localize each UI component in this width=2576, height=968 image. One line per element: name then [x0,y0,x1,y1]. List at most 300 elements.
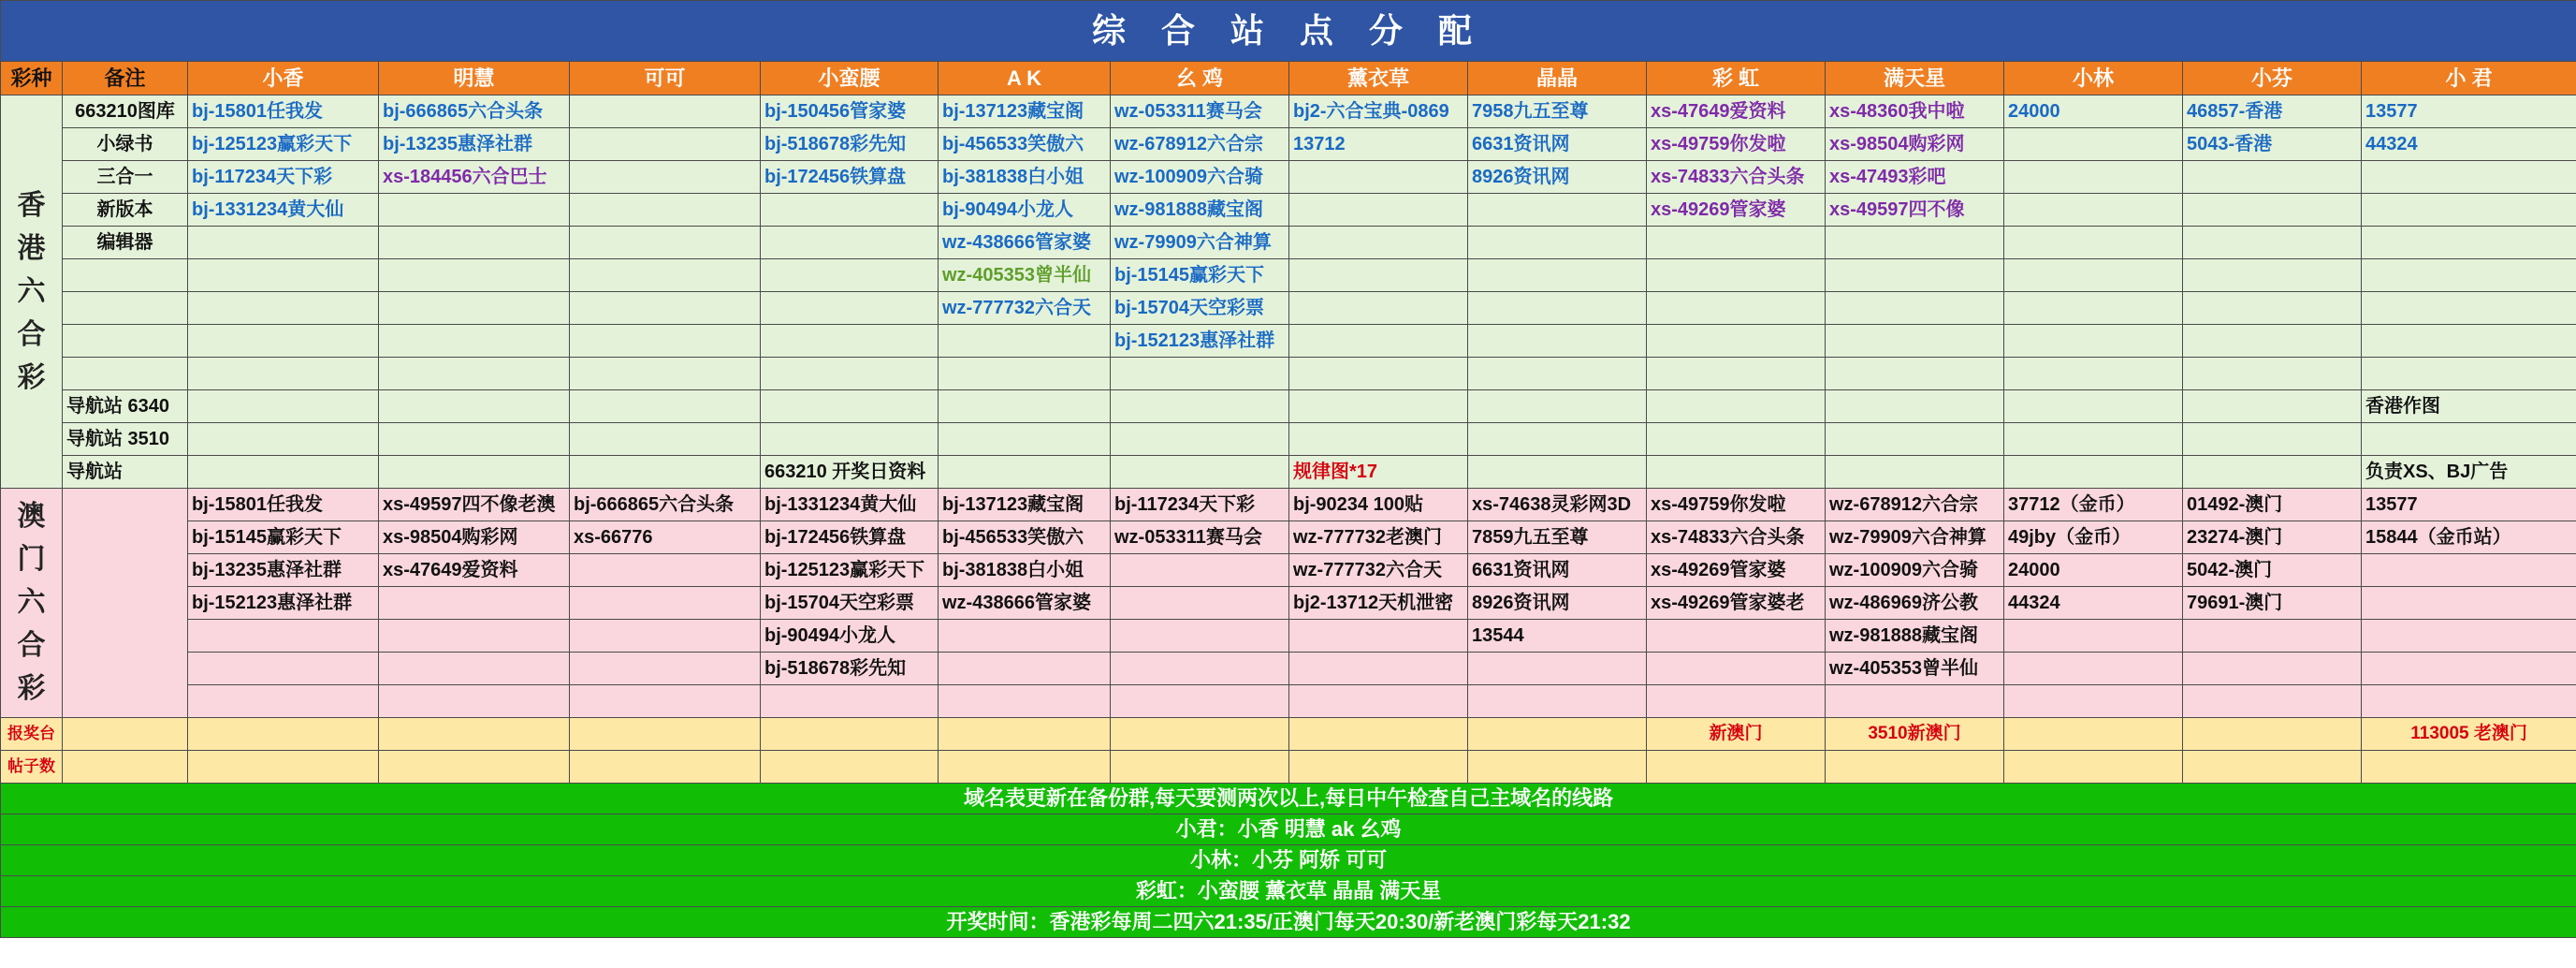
stats-value-cell [939,718,1111,751]
hk-site-cell: bj-117234天下彩 [188,161,379,194]
hk-site-cell [939,423,1111,456]
hk-site-cell [1647,292,1826,325]
macau-site-cell [2362,653,2576,685]
hk-site-cell [1468,390,1647,423]
hk-site-cell [1289,259,1468,292]
hk-site-cell [939,390,1111,423]
footer-row [1,876,2576,907]
hk-table-row [1,259,2576,292]
hk-site-cell [188,456,379,489]
hk-note-cell [63,259,188,292]
stats-value-cell [1826,751,2004,784]
hk-table-row [1,161,2576,194]
stats-value-cell: 113005 老澳门 [2362,718,2576,751]
hk-table-row [1,227,2576,259]
footer-note: 小君：小香 明慧 ak 幺鸡 [1,814,2576,845]
stats-value-cell [1289,718,1468,751]
macau-site-cell [188,620,379,653]
macau-site-cell [1468,685,1647,718]
stats-value-cell [379,751,570,784]
footer-row [1,907,2576,938]
hk-site-cell [2004,194,2183,227]
macau-site-cell: xs-49759你发啦 [1647,489,1826,521]
macau-site-cell [1468,653,1647,685]
hk-site-cell [761,358,939,390]
column-header: 满天星 [1826,62,2004,95]
hk-site-cell [570,194,761,227]
hk-site-cell [1289,358,1468,390]
hk-site-cell [1111,390,1289,423]
macau-site-cell: bj-152123惠泽社群 [188,587,379,620]
hk-site-cell [1826,358,2004,390]
macau-table-row [1,620,2576,653]
macau-site-cell [1289,685,1468,718]
macau-site-cell [2362,554,2576,587]
hk-site-cell [379,227,570,259]
hk-site-cell [1289,292,1468,325]
macau-site-cell [2362,620,2576,653]
hk-site-cell [570,161,761,194]
hk-site-cell: xs-184456六合巴士 [379,161,570,194]
macau-site-cell: wz-486969济公教 [1826,587,2004,620]
macau-site-cell: 37712（金币） [2004,489,2183,521]
column-header: 彩 虹 [1647,62,1826,95]
macau-site-cell [1647,653,1826,685]
macau-site-cell [379,653,570,685]
macau-site-cell: xs-74638灵彩网3D [1468,489,1647,521]
hk-site-cell: bj-666865六合头条 [379,95,570,128]
page-title: 综 合 站 点 分 配 [1,1,2576,62]
hk-site-cell: 663210 开奖日资料 [761,456,939,489]
hk-site-cell: bj-518678彩先知 [761,128,939,161]
hk-site-cell: xs-98504购彩网 [1826,128,2004,161]
stats-value-cell [2004,718,2183,751]
hk-site-cell [379,325,570,358]
hk-site-cell [188,325,379,358]
hk-site-cell: wz-777732六合天 [939,292,1111,325]
hk-table-row [1,292,2576,325]
hk-site-cell [2004,292,2183,325]
stats-value-cell: 3510新澳门 [1826,718,2004,751]
hk-site-cell [570,325,761,358]
hk-site-cell [939,325,1111,358]
stats-value-cell [761,718,939,751]
stats-value-cell [570,751,761,784]
macau-site-cell [2362,587,2576,620]
hk-site-cell: wz-053311赛马会 [1111,95,1289,128]
stats-value-cell [1468,718,1647,751]
hk-site-cell [570,292,761,325]
hk-site-cell [1111,423,1289,456]
macau-site-cell: wz-053311赛马会 [1111,521,1289,554]
stats-value-cell [188,751,379,784]
hk-note-cell: 导航站 6340 [63,390,188,423]
hk-site-cell [1826,423,2004,456]
hk-site-cell [2362,358,2576,390]
hk-site-cell [2004,358,2183,390]
footer-row [1,814,2576,845]
macau-site-cell [188,685,379,718]
hk-table-row [1,390,2576,423]
stats-label-cell: 报奖台 [1,718,63,751]
hk-site-cell [188,390,379,423]
hk-site-cell [2004,456,2183,489]
hk-site-cell [570,423,761,456]
hk-site-cell [570,358,761,390]
stats-value-cell [1468,751,1647,784]
hk-site-cell: wz-981888藏宝阁 [1111,194,1289,227]
macau-site-cell: wz-405353曾半仙 [1826,653,2004,685]
macau-site-cell [1111,685,1289,718]
stats-note-cell [63,751,188,784]
macau-site-cell [1289,653,1468,685]
hk-table-row [1,358,2576,390]
hk-site-cell [1647,456,1826,489]
hk-site-cell: 负责XS、BJ广告 [2362,456,2576,489]
macau-site-cell [379,685,570,718]
hk-site-cell [2004,161,2183,194]
column-header: 小蛮腰 [761,62,939,95]
macau-table-row [1,554,2576,587]
hk-site-cell [1826,292,2004,325]
hk-site-cell [1468,259,1647,292]
hk-site-cell [761,194,939,227]
stats-value-cell: 新澳门 [1647,718,1826,751]
macau-site-cell: xs-47649爱资料 [379,554,570,587]
hk-note-cell [63,292,188,325]
hk-site-cell [1111,358,1289,390]
macau-site-cell: 6631资讯网 [1468,554,1647,587]
hk-site-cell: bj-150456管家婆 [761,95,939,128]
macau-site-cell: 8926资讯网 [1468,587,1647,620]
hk-site-cell: bj-137123藏宝阁 [939,95,1111,128]
macau-site-cell: xs-66776 [570,521,761,554]
column-header: 小芬 [2183,62,2362,95]
stats-value-cell [188,718,379,751]
hk-site-cell: wz-438666管家婆 [939,227,1111,259]
stats-row [1,751,2576,784]
hk-site-cell: xs-74833六合头条 [1647,161,1826,194]
hk-site-cell: 13712 [1289,128,1468,161]
hk-site-cell [1468,456,1647,489]
macau-site-cell [570,554,761,587]
macau-site-cell: xs-49269管家婆 [1647,554,1826,587]
macau-site-cell: wz-777732老澳门 [1289,521,1468,554]
hk-site-cell [761,227,939,259]
macau-site-cell [1111,554,1289,587]
hk-site-cell: bj2-六合宝典-0869 [1289,95,1468,128]
hk-site-cell: 46857-香港 [2183,95,2362,128]
hk-site-cell: xs-49269管家婆 [1647,194,1826,227]
hk-site-cell [570,259,761,292]
macau-site-cell [2004,620,2183,653]
hk-site-cell [1468,325,1647,358]
macau-site-cell: xs-49597四不像老澳 [379,489,570,521]
hk-site-cell [939,358,1111,390]
hk-site-cell [1647,390,1826,423]
column-header: 小 君 [2362,62,2576,95]
column-header: 薰衣草 [1289,62,1468,95]
footer-note: 开奖时间：香港彩每周二四六21:35/正澳门每天20:30/新老澳门彩每天21:32 [1,907,2576,938]
macau-site-cell: bj2-13712天机泄密 [1289,587,1468,620]
footer-note: 彩虹：小蛮腰 薰衣草 晶晶 满天星 [1,876,2576,907]
hk-site-cell: 13577 [2362,95,2576,128]
hk-site-cell [379,194,570,227]
hk-site-cell [1468,194,1647,227]
hk-site-cell [379,456,570,489]
hk-site-cell [2362,325,2576,358]
macau-site-cell: 44324 [2004,587,2183,620]
macau-site-cell: bj-172456铁算盘 [761,521,939,554]
hk-site-cell [2183,292,2362,325]
macau-site-cell [2362,685,2576,718]
hk-site-cell: 5043-香港 [2183,128,2362,161]
hk-table-row [1,325,2576,358]
hk-site-cell [2183,161,2362,194]
hk-site-cell [570,227,761,259]
hk-site-cell: xs-47493彩吧 [1826,161,2004,194]
hk-site-cell [2183,423,2362,456]
macau-site-cell: bj-117234天下彩 [1111,489,1289,521]
macau-site-cell: xs-74833六合头条 [1647,521,1826,554]
macau-site-cell: bj-15145赢彩天下 [188,521,379,554]
macau-site-cell: 13577 [2362,489,2576,521]
hk-note-cell: 导航站 [63,456,188,489]
hk-note-cell: 小绿书 [63,128,188,161]
macau-site-cell [2183,685,2362,718]
macau-site-cell [379,587,570,620]
macau-site-cell [188,653,379,685]
footer-row [1,845,2576,876]
macau-site-cell [1111,653,1289,685]
hk-site-cell [570,95,761,128]
hk-site-cell [2004,227,2183,259]
hk-site-cell [2183,227,2362,259]
hk-site-cell: xs-49759你发啦 [1647,128,1826,161]
hk-site-cell [570,128,761,161]
macau-site-cell: bj-90494小龙人 [761,620,939,653]
hk-site-cell [2362,161,2576,194]
macau-site-cell: bj-1331234黄大仙 [761,489,939,521]
macau-site-cell [1289,620,1468,653]
column-header: 幺 鸡 [1111,62,1289,95]
macau-site-cell: 79691-澳门 [2183,587,2362,620]
stats-row [1,718,2576,751]
macau-note-cell [63,489,188,718]
macau-site-cell: wz-79909六合神算 [1826,521,2004,554]
stats-value-cell [1111,751,1289,784]
macau-site-cell: wz-981888藏宝阁 [1826,620,2004,653]
macau-site-cell [1647,685,1826,718]
stats-value-cell [1111,718,1289,751]
macau-site-cell: bj-13235惠泽社群 [188,554,379,587]
hk-site-cell: bj-1331234黄大仙 [188,194,379,227]
hk-site-cell [2004,325,2183,358]
hk-site-cell [2004,259,2183,292]
hk-site-cell [2183,325,2362,358]
stats-value-cell [570,718,761,751]
hk-site-cell: wz-100909六合骑 [1111,161,1289,194]
stats-value-cell [2004,751,2183,784]
hk-site-cell [1468,358,1647,390]
hk-site-cell [1289,423,1468,456]
hk-site-cell [1289,227,1468,259]
hk-site-cell [1826,259,2004,292]
hk-site-cell [1111,456,1289,489]
hk-site-cell [1647,358,1826,390]
macau-site-cell: wz-777732六合天 [1289,554,1468,587]
hk-site-cell [1647,259,1826,292]
hk-site-cell: wz-405353曾半仙 [939,259,1111,292]
macau-site-cell [570,620,761,653]
footer-note: 域名表更新在备份群,每天要测两次以上,每日中午检查自己主域名的线路 [1,784,2576,814]
hk-site-cell [2183,194,2362,227]
hk-site-cell [379,423,570,456]
macau-site-cell [1647,620,1826,653]
hk-site-cell [2362,194,2576,227]
macau-site-cell [761,685,939,718]
footer-row [1,784,2576,814]
stats-value-cell [1289,751,1468,784]
macau-site-cell: 13544 [1468,620,1647,653]
macau-site-cell [1826,685,2004,718]
hk-site-cell [1647,423,1826,456]
stats-value-cell [761,751,939,784]
macau-site-cell [2183,653,2362,685]
hk-site-cell [2362,423,2576,456]
macau-site-cell [570,685,761,718]
stats-value-cell [2183,718,2362,751]
hk-site-cell [2362,292,2576,325]
hk-site-cell [570,390,761,423]
macau-site-cell: bj-381838白小姐 [939,554,1111,587]
stats-note-cell [63,718,188,751]
hk-site-cell: 7958九五至尊 [1468,95,1647,128]
macau-site-cell [939,685,1111,718]
hk-site-cell [188,358,379,390]
hk-site-cell [1468,423,1647,456]
hk-site-cell: bj-456533笑傲六 [939,128,1111,161]
hk-site-cell [188,423,379,456]
hk-site-cell [1289,161,1468,194]
hk-site-cell [2183,358,2362,390]
hk-site-cell [379,390,570,423]
macau-site-cell [379,620,570,653]
hk-site-cell [1289,390,1468,423]
macau-site-cell: bj-15704天空彩票 [761,587,939,620]
macau-table-row [1,653,2576,685]
hk-site-cell: bj-152123惠泽社群 [1111,325,1289,358]
macau-site-cell: bj-15801任我发 [188,489,379,521]
hk-note-cell: 导航站 3510 [63,423,188,456]
hk-note-cell [63,358,188,390]
hk-site-cell [2362,259,2576,292]
hk-site-cell [1289,325,1468,358]
macau-site-cell [2183,620,2362,653]
hk-site-cell [1647,325,1826,358]
title-row [1,1,2576,62]
hk-site-cell [761,325,939,358]
hk-site-cell [2183,259,2362,292]
hk-site-cell [1468,292,1647,325]
hk-site-cell: bj-15704天空彩票 [1111,292,1289,325]
column-header: 备注 [63,62,188,95]
macau-site-cell [939,653,1111,685]
hk-site-cell [1826,325,2004,358]
macau-site-cell: 15844（金币站） [2362,521,2576,554]
hk-site-cell [188,259,379,292]
macau-site-cell: xs-49269管家婆老 [1647,587,1826,620]
macau-site-cell: bj-456533笑傲六 [939,521,1111,554]
macau-site-cell: bj-518678彩先知 [761,653,939,685]
hk-site-cell: bj-125123赢彩天下 [188,128,379,161]
macau-table-row [1,521,2576,554]
stats-value-cell [2362,751,2576,784]
hk-site-cell [761,292,939,325]
hk-site-cell: xs-49597四不像 [1826,194,2004,227]
hk-site-cell [939,456,1111,489]
hk-site-cell: 44324 [2362,128,2576,161]
macau-table-row [1,587,2576,620]
hk-site-cell: wz-678912六合宗 [1111,128,1289,161]
column-header: 可可 [570,62,761,95]
header-row [1,62,2576,95]
macau-site-cell: xs-98504购彩网 [379,521,570,554]
macau-site-cell: bj-666865六合头条 [570,489,761,521]
hk-site-cell: bj-381838白小姐 [939,161,1111,194]
hk-table-row [1,194,2576,227]
hk-site-cell [1826,456,2004,489]
stats-value-cell [939,751,1111,784]
hk-site-cell [1468,227,1647,259]
hk-site-cell: bj-15801任我发 [188,95,379,128]
macau-table-row [1,489,2576,521]
hk-site-cell: xs-47649爱资料 [1647,95,1826,128]
macau-site-cell: 01492-澳门 [2183,489,2362,521]
hk-table-row [1,95,2576,128]
stats-value-cell [2183,751,2362,784]
hk-site-cell [761,390,939,423]
macau-site-cell: bj-90234 100贴 [1289,489,1468,521]
macau-site-cell [1111,587,1289,620]
macau-site-cell: 7859九五至尊 [1468,521,1647,554]
column-header: 彩种 [1,62,63,95]
hk-site-cell [1826,390,2004,423]
hk-site-cell: 6631资讯网 [1468,128,1647,161]
macau-site-cell: bj-137123藏宝阁 [939,489,1111,521]
macau-site-cell: wz-438666管家婆 [939,587,1111,620]
hk-site-cell: bj-13235惠泽社群 [379,128,570,161]
macau-site-cell: wz-678912六合宗 [1826,489,2004,521]
hk-site-cell: bj-90494小龙人 [939,194,1111,227]
column-header: 晶晶 [1468,62,1647,95]
hk-site-cell [570,456,761,489]
hk-note-cell: 新版本 [63,194,188,227]
macau-category-cell: 澳 门 六 合 彩 [1,489,63,718]
macau-table-row [1,685,2576,718]
hk-site-cell [379,292,570,325]
hk-category-cell: 香 港 六 合 彩 [1,95,63,489]
column-header: 小香 [188,62,379,95]
hk-site-cell [379,259,570,292]
hk-site-cell: xs-48360我中啦 [1826,95,2004,128]
hk-site-cell [379,358,570,390]
hk-site-cell [2362,227,2576,259]
stats-label-cell: 帖子数 [1,751,63,784]
hk-site-cell: bj-15145赢彩天下 [1111,259,1289,292]
column-header: 小林 [2004,62,2183,95]
hk-note-cell: 编辑器 [63,227,188,259]
